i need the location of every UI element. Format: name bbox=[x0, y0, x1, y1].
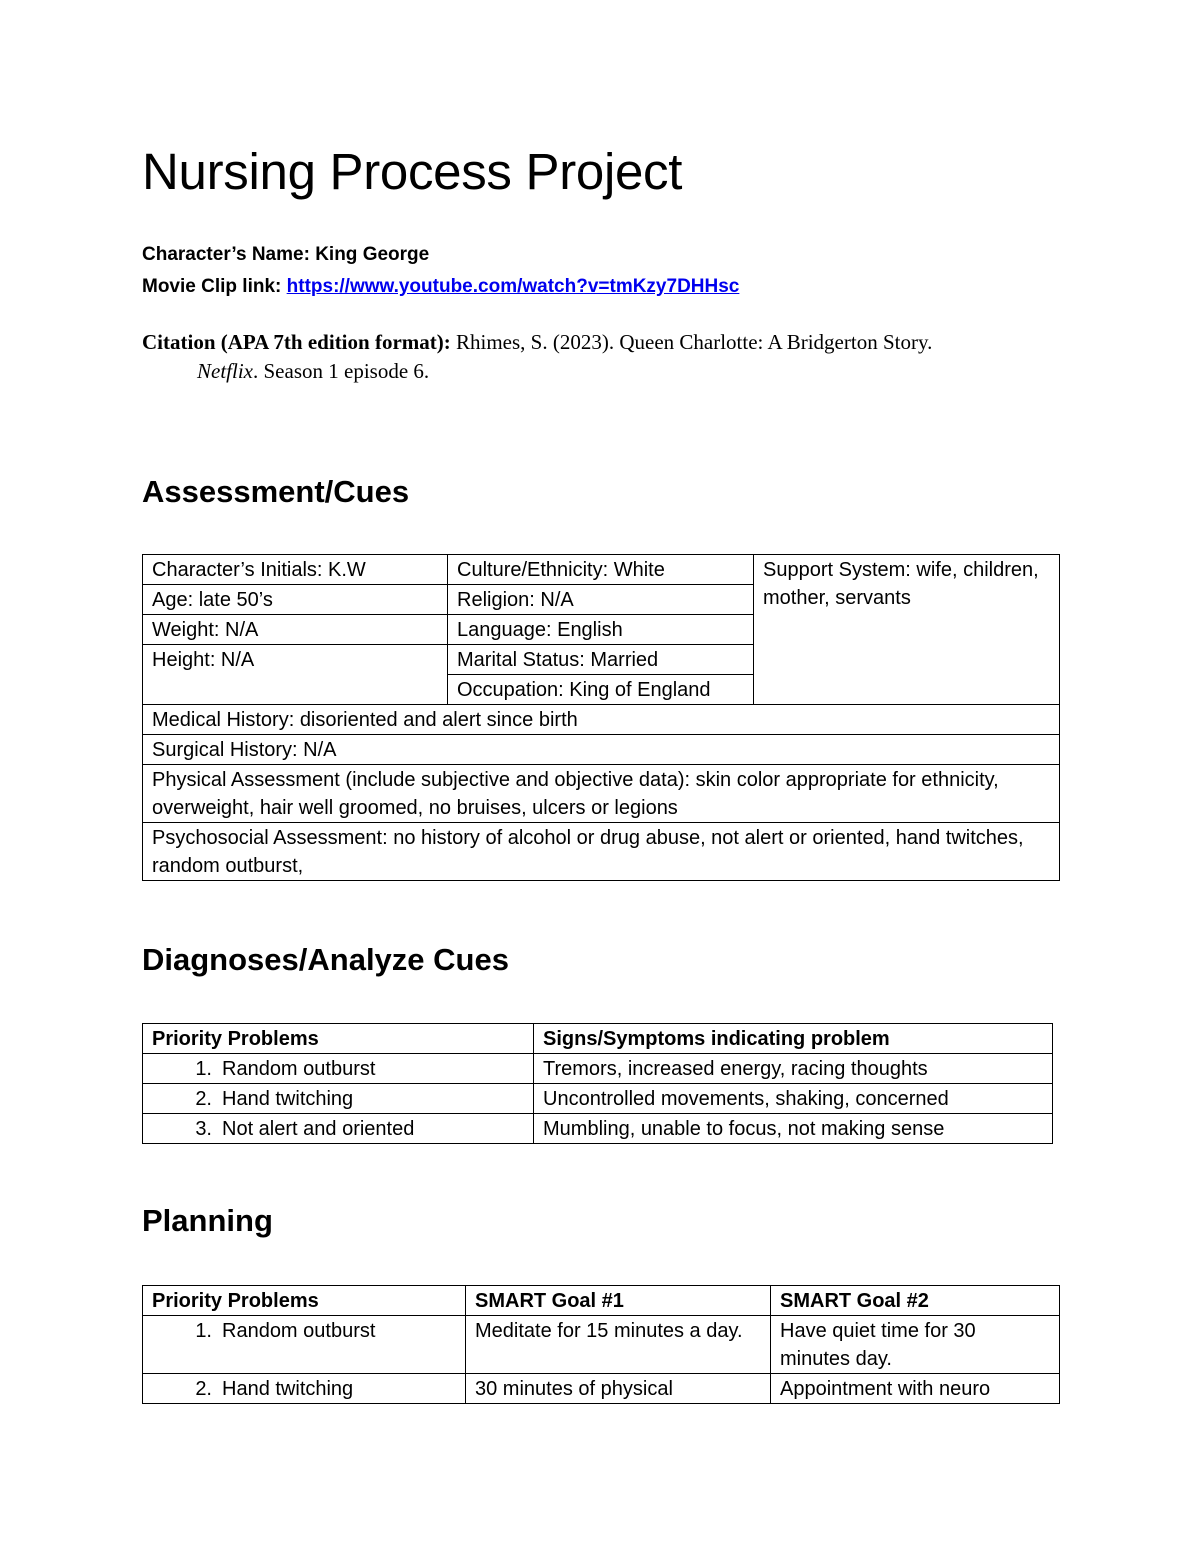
page-title: Nursing Process Project bbox=[142, 143, 683, 200]
table-row bbox=[143, 1114, 1053, 1144]
goal1-text: 30 minutes of physical bbox=[466, 1374, 771, 1404]
signs-text: Mumbling, unable to focus, not making sense bbox=[534, 1114, 1053, 1144]
support-system-cell: Support System: wife, children, mother, servants bbox=[754, 555, 1060, 705]
goal2-text: Have quiet time for 30 minutes day. bbox=[771, 1316, 1060, 1374]
marital-status-cell: Marital Status: Married bbox=[448, 645, 754, 675]
diagnoses-heading: Diagnoses/Analyze Cues bbox=[142, 942, 509, 977]
movie-clip-label: Movie Clip link: bbox=[142, 276, 282, 297]
citation-details: . Season 1 episode 6. bbox=[253, 359, 430, 383]
surgical-history-cell: Surgical History: N/A bbox=[143, 735, 1060, 765]
movie-clip-link[interactable]: https://www.youtube.com/watch?v=tmKzy7DHHsc bbox=[286, 276, 740, 297]
movie-clip-line bbox=[142, 276, 739, 298]
table-row bbox=[143, 1054, 1053, 1084]
religion-cell: Religion: N/A bbox=[448, 585, 754, 615]
table-row bbox=[143, 1084, 1053, 1114]
citation-line-2 bbox=[142, 357, 1082, 386]
citation-line-1 bbox=[142, 328, 1082, 357]
language-cell: Language: English bbox=[448, 615, 754, 645]
planning-col-header-problems: Priority Problems bbox=[143, 1286, 466, 1316]
psychosocial-assessment-cell: Psychosocial Assessment: no history of alcohol or drug abuse, not alert or oriented, hand twitches, random outburst, bbox=[143, 823, 1060, 881]
row-number: 3. bbox=[195, 1118, 212, 1140]
medical-history-cell: Medical History: disoriented and alert since birth bbox=[143, 705, 1060, 735]
physical-assessment-cell: Physical Assessment (include subjective and objective data): skin color appropriate for ethnicity, overweight, hair well groomed, no bruises, ulcers or legions bbox=[143, 765, 1060, 823]
table-row bbox=[143, 1316, 1060, 1374]
planning-col-header-goal1: SMART Goal #1 bbox=[466, 1286, 771, 1316]
goal2-text: Appointment with neuro bbox=[771, 1374, 1060, 1404]
row-number: 1. bbox=[195, 1058, 212, 1080]
citation bbox=[142, 328, 1082, 386]
assessment-heading: Assessment/Cues bbox=[142, 474, 410, 509]
problem-text: Hand twitching bbox=[222, 1378, 354, 1400]
occupation-cell: Occupation: King of England bbox=[448, 675, 754, 705]
problem-text: Random outburst bbox=[222, 1320, 376, 1342]
row-number: 2. bbox=[195, 1088, 212, 1110]
citation-source: Netflix bbox=[197, 359, 253, 383]
planning-col-header-goal2: SMART Goal #2 bbox=[771, 1286, 1060, 1316]
character-name-line bbox=[142, 244, 429, 266]
diagnoses-col-header-signs: Signs/Symptoms indicating problem bbox=[534, 1024, 1053, 1054]
planning-table bbox=[142, 1285, 1060, 1404]
problem-text: Not alert and oriented bbox=[222, 1118, 415, 1140]
planning-heading: Planning bbox=[142, 1203, 273, 1238]
assessment-table bbox=[142, 554, 1060, 881]
initials-cell: Character’s Initials: K.W bbox=[143, 555, 448, 585]
character-name-value: King George bbox=[315, 244, 430, 265]
character-name-label: Character’s Name: bbox=[142, 244, 310, 265]
goal1-text: Meditate for 15 minutes a day. bbox=[466, 1316, 771, 1374]
diagnoses-col-header-problems: Priority Problems bbox=[143, 1024, 534, 1054]
citation-label: Citation (APA 7th edition format): bbox=[142, 330, 451, 354]
row-number: 2. bbox=[195, 1378, 212, 1400]
age-cell: Age: late 50’s bbox=[143, 585, 448, 615]
citation-text: Rhimes, S. (2023). Queen Charlotte: A Bridgerton Story. bbox=[456, 330, 933, 354]
height-cell: Height: N/A bbox=[143, 645, 448, 705]
signs-text: Tremors, increased energy, racing thoughts bbox=[534, 1054, 1053, 1084]
diagnoses-table bbox=[142, 1023, 1053, 1144]
signs-text: Uncontrolled movements, shaking, concerned bbox=[534, 1084, 1053, 1114]
culture-cell: Culture/Ethnicity: White bbox=[448, 555, 754, 585]
problem-text: Hand twitching bbox=[222, 1088, 354, 1110]
table-row bbox=[143, 1374, 1060, 1404]
problem-text: Random outburst bbox=[222, 1058, 376, 1080]
row-number: 1. bbox=[195, 1320, 212, 1342]
weight-cell: Weight: N/A bbox=[143, 615, 448, 645]
